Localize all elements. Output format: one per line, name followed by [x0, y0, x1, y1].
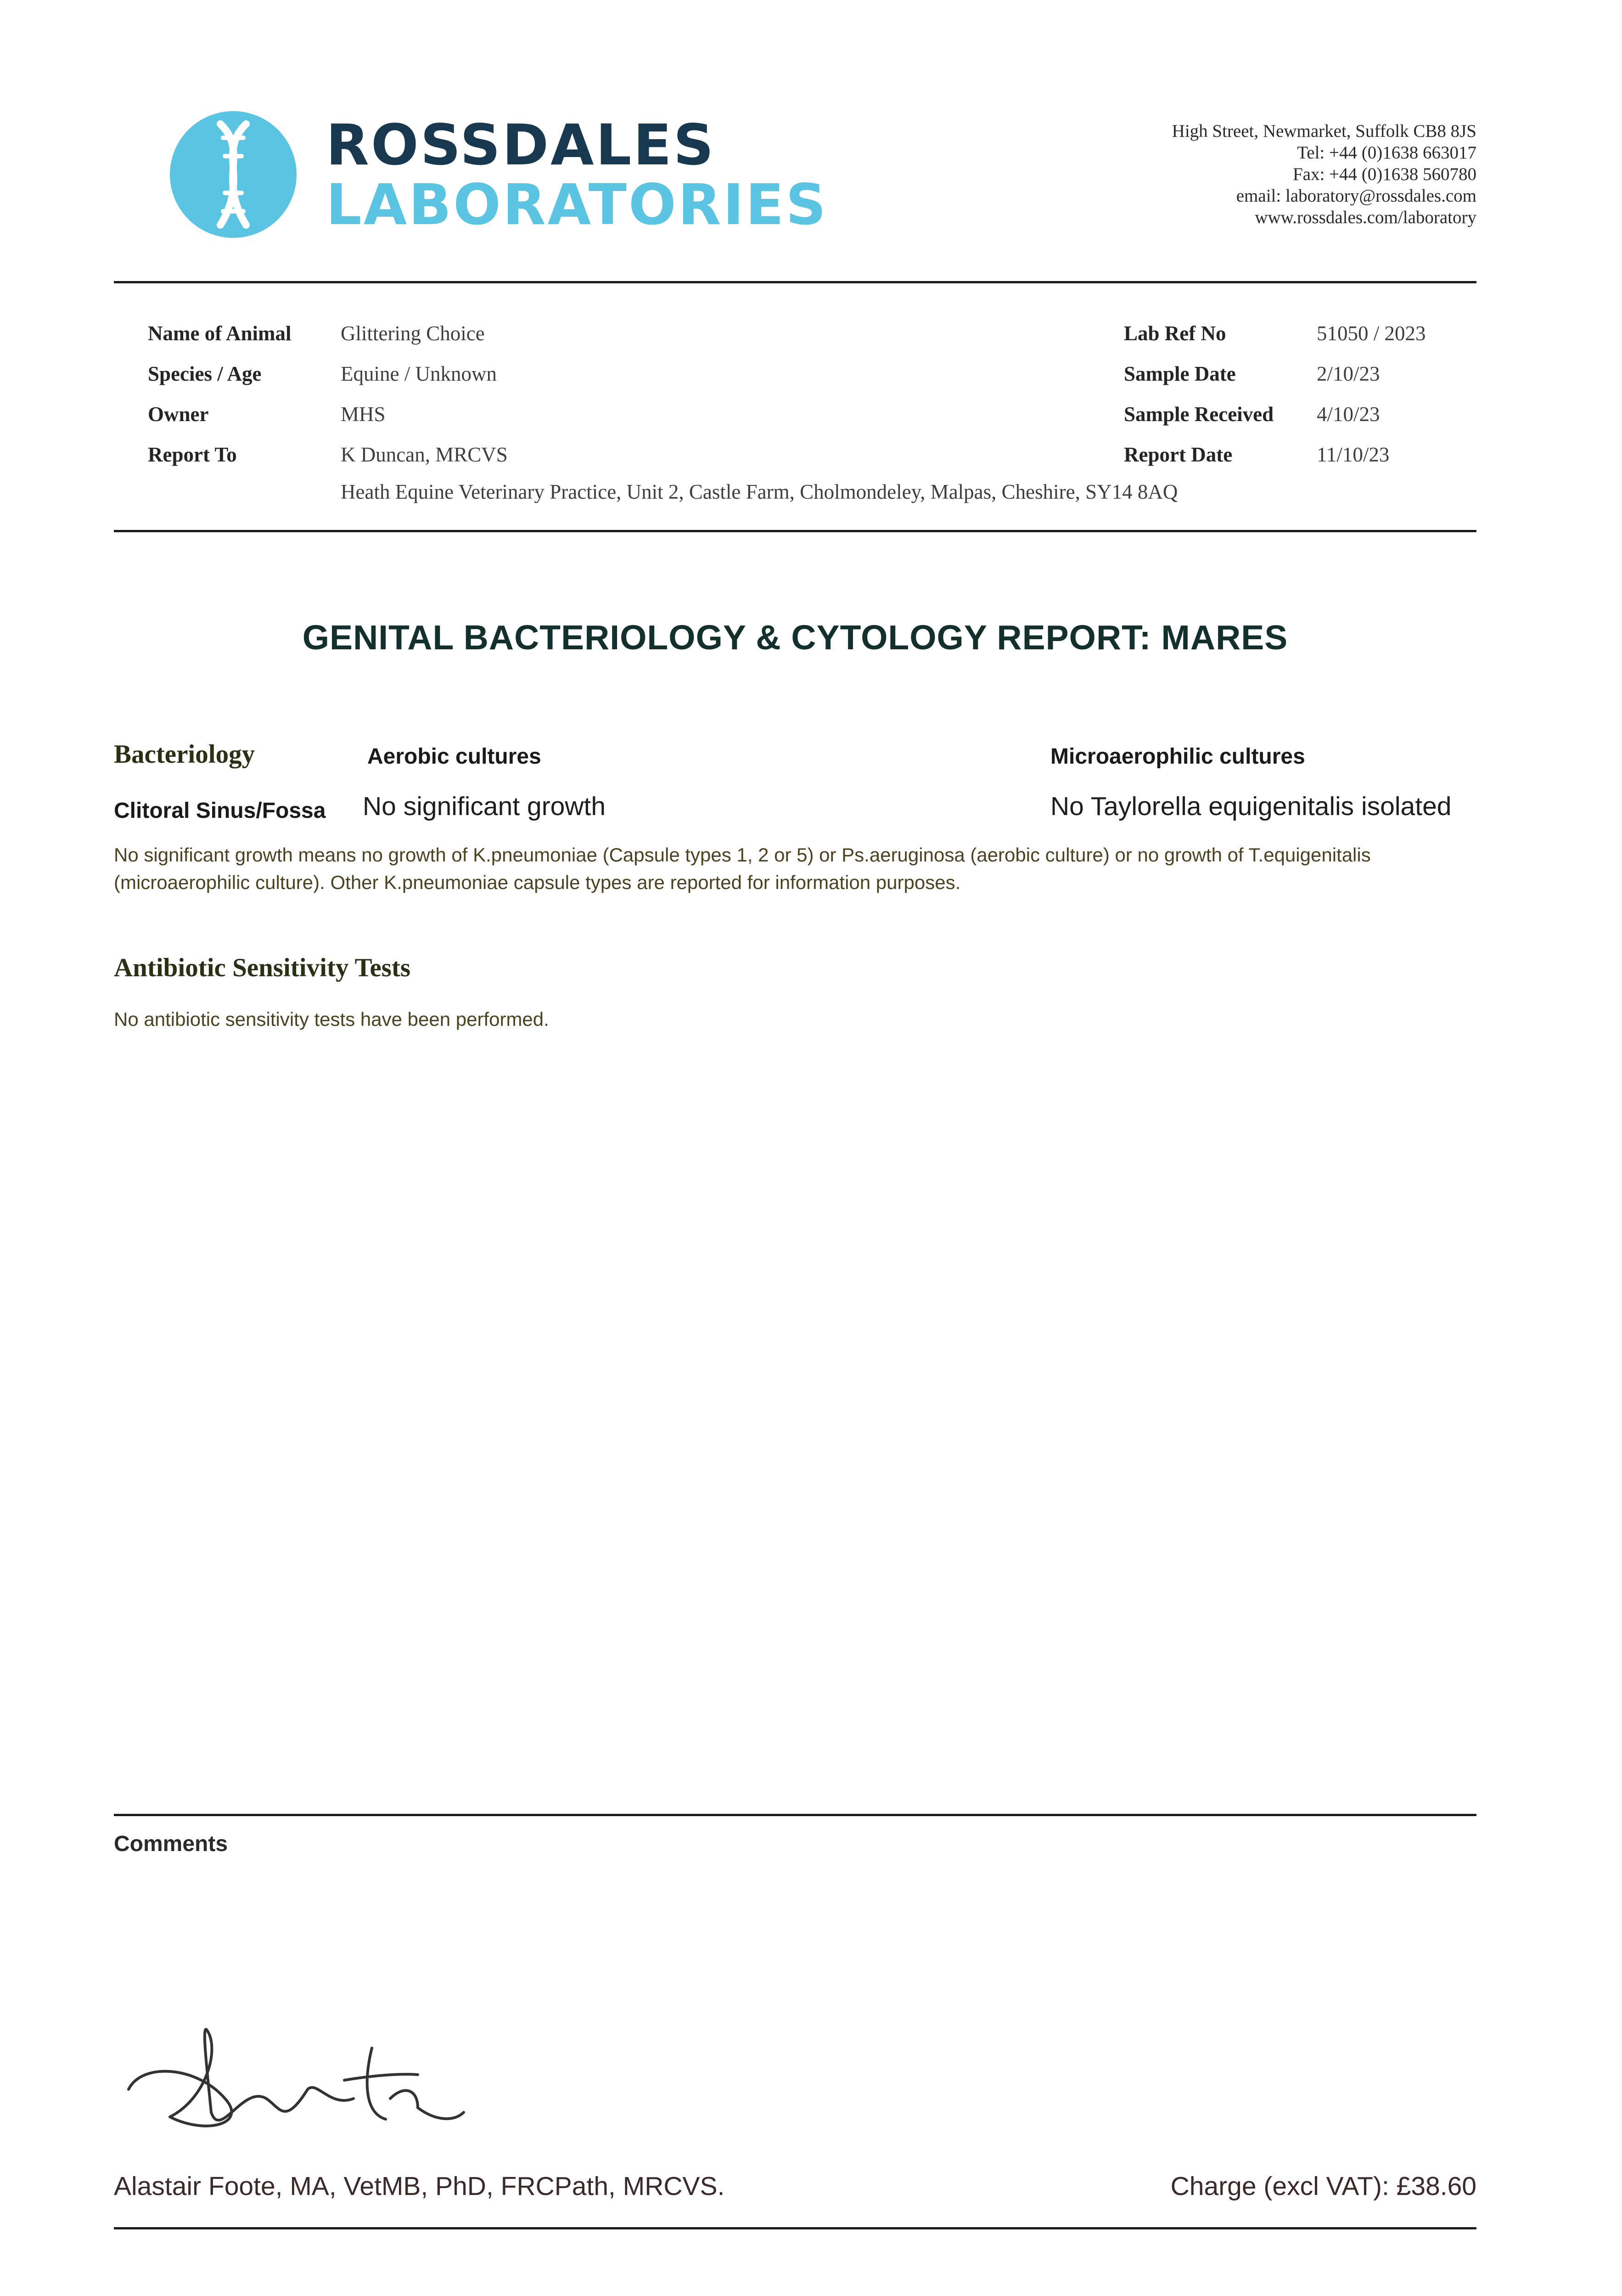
sample-date-value: 2/10/23: [1317, 362, 1380, 385]
info-divider: [114, 530, 1476, 532]
report-to-value: K Duncan, MRCVS: [341, 443, 508, 466]
address-line: High Street, Newmarket, Suffolk CB8 8JS: [1172, 121, 1476, 141]
sample-received-label: Sample Received: [1124, 403, 1274, 426]
name-of-animal-value: Glittering Choice: [341, 322, 485, 345]
bacteriology-note: No significant growth means no growth of K.pneumoniae (Capsule types 1, 2 or 5) or Ps.aeruginosa (aerobic culture) or no growth of T.equigenitalis (microaerophilic culture). Other K.pneumoniae capsule types are reported for information purposes.: [114, 844, 1371, 893]
signatory-name: Alastair Foote, MA, VetMB, PhD, FRCPath, MRCVS.: [114, 2172, 725, 2201]
comments-divider: [114, 1814, 1476, 1816]
sample-site-label: Clitoral Sinus/Fossa: [114, 799, 326, 823]
phone-line: Tel: +44 (0)1638 663017: [1297, 143, 1476, 163]
sample-date-label: Sample Date: [1124, 362, 1236, 385]
lab-ref-value: 51050 / 2023: [1317, 322, 1426, 345]
report-to-label: Report To: [148, 443, 237, 466]
brand-name: ROSSDALES: [326, 113, 716, 178]
charge-amount: Charge (excl VAT): £38.60: [1170, 2172, 1476, 2201]
dna-helix-icon: [169, 110, 297, 239]
report-date-value: 11/10/23: [1317, 443, 1390, 466]
antibiotic-sensitivity-heading: Antibiotic Sensitivity Tests: [114, 953, 411, 982]
aerobic-cultures-heading: Aerobic cultures: [367, 744, 541, 769]
email-line: email: laboratory@rossdales.com: [1236, 186, 1476, 206]
header-divider: [114, 281, 1476, 283]
report-to-address: Heath Equine Veterinary Practice, Unit 2, Castle Farm, Cholmondeley, Malpas, Cheshire, SY14 8AQ: [341, 480, 1178, 503]
microaerophilic-cultures-heading: Microaerophilic cultures: [1050, 744, 1305, 769]
aerobic-result: No significant growth: [363, 792, 606, 821]
lab-address: [1172, 120, 1476, 228]
lab-ref-label: Lab Ref No: [1124, 322, 1226, 345]
brand-subname: LABORATORIES: [326, 172, 828, 237]
microaerophilic-result: No Taylorella equigenitalis isolated: [1050, 792, 1452, 821]
website-line: www.rossdales.com/laboratory: [1255, 208, 1476, 227]
owner-label: Owner: [148, 403, 209, 426]
species-age-label: Species / Age: [148, 362, 262, 385]
report-date-label: Report Date: [1124, 443, 1233, 466]
owner-value: MHS: [341, 403, 386, 426]
signature-image: [115, 2020, 482, 2149]
name-of-animal-label: Name of Animal: [148, 322, 292, 345]
bacteriology-heading: Bacteriology: [114, 740, 255, 769]
fax-line: Fax: +44 (0)1638 560780: [1292, 164, 1476, 184]
comments-label: Comments: [114, 1832, 228, 1856]
species-age-value: Equine / Unknown: [341, 362, 497, 385]
footer-divider: [114, 2227, 1476, 2229]
sample-received-value: 4/10/23: [1317, 403, 1380, 426]
antibiotic-sensitivity-text: No antibiotic sensitivity tests have been performed.: [114, 1008, 549, 1030]
report-title: GENITAL BACTERIOLOGY & CYTOLOGY REPORT: MARES: [302, 618, 1288, 657]
